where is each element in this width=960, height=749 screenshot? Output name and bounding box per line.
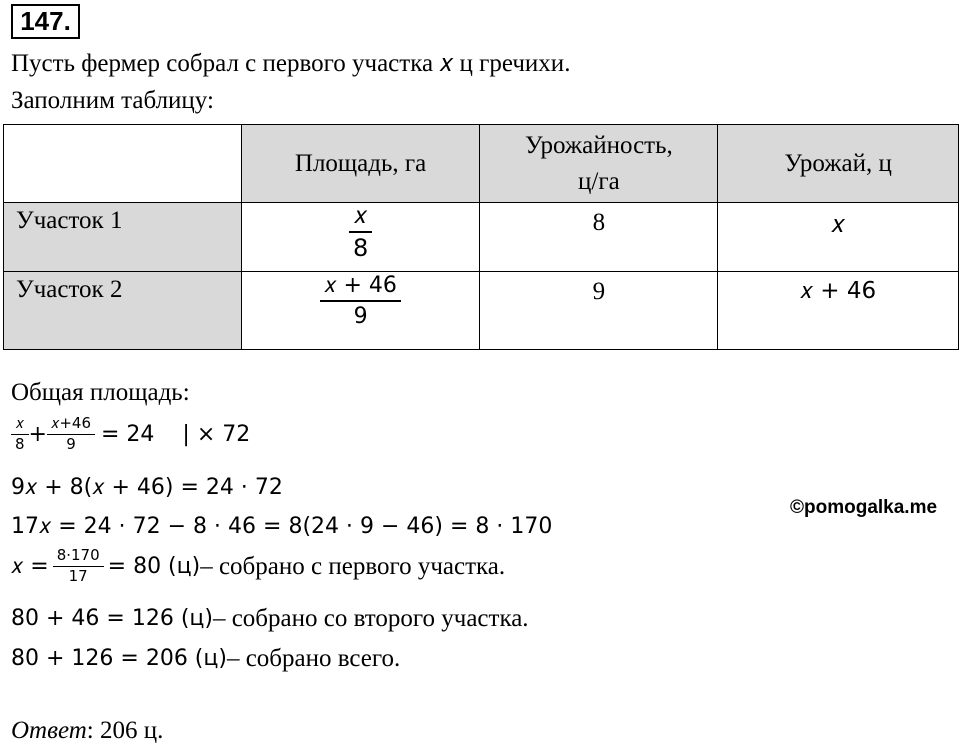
data-table — [3, 124, 959, 350]
equation-4 — [11, 548, 505, 585]
fraction-denominator: 9 — [66, 435, 76, 454]
eq1-plus: + — [28, 421, 47, 447]
header-harvest: Урожай, ц — [718, 125, 959, 203]
intro-variable: 𝑥 — [439, 48, 454, 77]
header-empty-cell — [4, 125, 242, 203]
eq5-math: 80 + 46 = 126 (ц) — [11, 606, 213, 631]
intro-line-2: Заполним таблицу: — [11, 87, 214, 114]
area-fraction — [349, 203, 372, 261]
header-area: Площадь, га — [241, 125, 480, 203]
table-row — [4, 203, 959, 272]
header-yield — [480, 125, 718, 203]
intro-line-1 — [11, 48, 570, 79]
eq1-multiplier: | × 72 — [182, 421, 251, 447]
equation-6 — [11, 643, 400, 675]
fraction-numerator: 𝑥+46 — [50, 414, 91, 432]
eq4-rhs: = 80 (ц) — [107, 553, 201, 579]
answer — [11, 716, 163, 746]
area-fraction — [320, 274, 401, 328]
fraction-denominator: 8 — [352, 234, 369, 263]
problem-number: 147. — [11, 4, 80, 39]
eq4-fraction — [53, 548, 104, 585]
intro-text-b: ц гречихи. — [453, 50, 571, 77]
eq1-fraction-2 — [47, 416, 95, 453]
table-header-row — [4, 125, 959, 203]
row-label: Участок 1 — [4, 203, 242, 272]
area-cell — [241, 203, 480, 272]
fraction-denominator: 17 — [68, 567, 88, 586]
equation-5 — [11, 603, 529, 635]
equation-1 — [11, 416, 250, 453]
eq5-text: – собрано со второго участка. — [212, 605, 529, 632]
row-label: Участок 2 — [4, 272, 242, 350]
eq4-lhs: 𝑥 = — [11, 553, 49, 579]
intro-text-a: Пусть фермер собрал с первого участка — [11, 50, 440, 77]
eq1-fraction-1 — [11, 416, 29, 453]
equation-3: 17𝑥 = 24 ⋅ 72 − 8 ⋅ 46 = 8(24 ⋅ 9 − 46) = 8 ⋅ 170 — [11, 514, 553, 539]
yield-cell: 8 — [480, 203, 718, 272]
fraction-numerator: 𝑥 — [353, 201, 368, 229]
fraction-numerator: 𝑥 — [15, 414, 24, 432]
fraction-numerator: 8⋅170 — [56, 546, 100, 564]
eq6-text: – собрано всего. — [226, 645, 401, 672]
answer-value: : 206 ц. — [86, 717, 164, 744]
equation-2: 9𝑥 + 8(𝑥 + 46) = 24 ⋅ 72 — [11, 475, 283, 500]
area-cell — [241, 272, 480, 350]
harvest-cell: 𝑥 — [718, 203, 959, 272]
fraction-bar — [320, 300, 401, 302]
eq4-text: – собрано с первого участка. — [200, 552, 506, 580]
eq6-math: 80 + 126 = 206 (ц) — [11, 646, 227, 671]
total-area-label: Общая площадь: — [11, 379, 190, 406]
watermark: ©pomogalka.me — [790, 497, 938, 518]
fraction-denominator: 9 — [353, 304, 368, 330]
harvest-cell: 𝑥 + 46 — [718, 272, 959, 350]
header-yield-line2: ц/га — [578, 167, 620, 195]
table-row — [4, 272, 959, 350]
fraction-bar — [349, 231, 372, 233]
header-yield-line1: Урожайность, — [524, 131, 673, 159]
eq1-rhs: = 24 — [101, 421, 155, 447]
yield-cell: 9 — [480, 272, 718, 350]
fraction-denominator: 8 — [15, 435, 25, 454]
fraction-numerator: 𝑥 + 46 — [324, 273, 397, 298]
answer-label: Ответ — [11, 717, 87, 744]
